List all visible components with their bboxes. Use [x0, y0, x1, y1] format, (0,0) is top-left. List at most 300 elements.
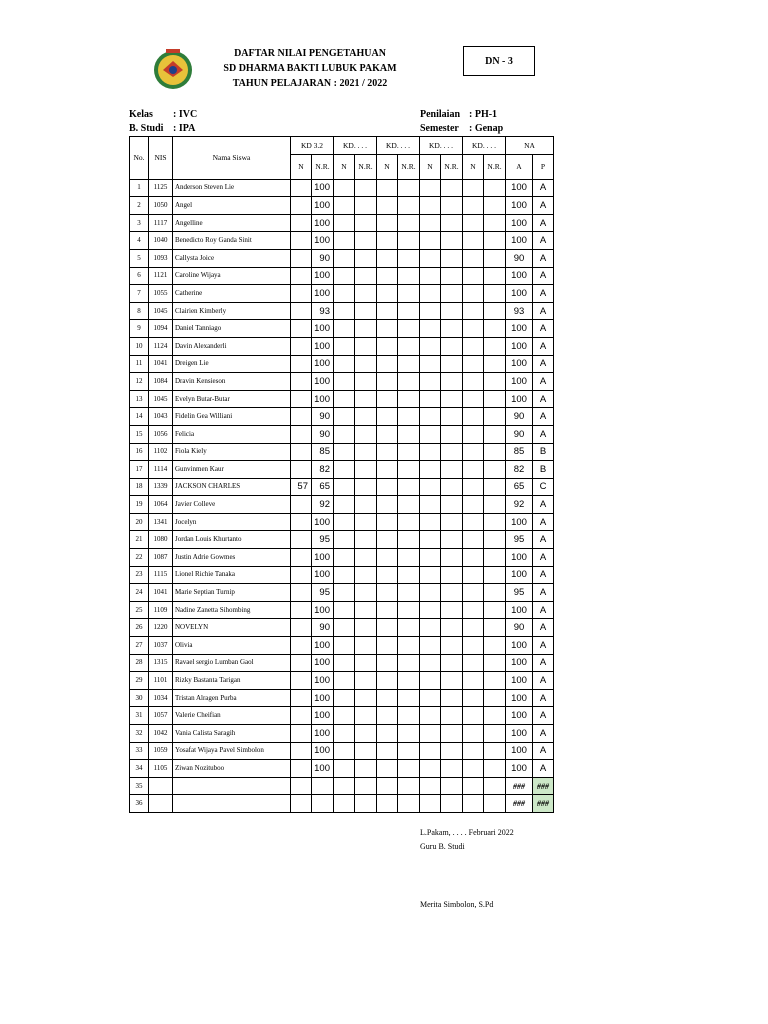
row-kd1-nr: 100: [312, 197, 334, 215]
row-kd1-n: [291, 760, 312, 778]
empty-cell: [377, 601, 398, 619]
row-kd1-nr: 100: [312, 601, 334, 619]
empty-cell: [355, 707, 377, 725]
col-nis-header: NIS: [149, 137, 173, 180]
empty-cell: [398, 795, 420, 813]
row-name: Felicia: [173, 425, 291, 443]
empty-cell: [377, 478, 398, 496]
sub-a-header: A: [506, 154, 533, 179]
row-name: Justin Adrie Gowmes: [173, 549, 291, 567]
empty-cell: [484, 672, 506, 690]
empty-cell: [398, 267, 420, 285]
empty-cell: [420, 707, 441, 725]
row-na-a: 90: [506, 249, 533, 267]
table-row: [130, 443, 554, 461]
empty-cell: [334, 320, 355, 338]
row-kd1-nr: 100: [312, 355, 334, 373]
table-row: [130, 601, 554, 619]
empty-cell: [441, 355, 463, 373]
empty-cell: [377, 232, 398, 250]
empty-cell: [334, 425, 355, 443]
row-no: 27: [130, 637, 149, 655]
empty-cell: [484, 197, 506, 215]
empty-cell: [463, 742, 484, 760]
kelas-label: Kelas: [129, 109, 153, 120]
empty-cell: [441, 408, 463, 426]
row-name: Jordan Louis Khurtanto: [173, 531, 291, 549]
empty-cell: [441, 601, 463, 619]
empty-cell: [484, 425, 506, 443]
empty-cell: [377, 549, 398, 567]
row-name: Marie Septian Turnip: [173, 584, 291, 602]
empty-cell: [484, 320, 506, 338]
empty-cell: [398, 672, 420, 690]
empty-cell: [441, 214, 463, 232]
empty-cell: [377, 320, 398, 338]
empty-cell: [334, 496, 355, 514]
row-na-a: 90: [506, 619, 533, 637]
row-kd1-n: [291, 337, 312, 355]
row-nis: 1117: [149, 214, 173, 232]
row-na-a: 100: [506, 760, 533, 778]
empty-cell: [355, 249, 377, 267]
empty-cell: [398, 197, 420, 215]
empty-cell: [398, 707, 420, 725]
row-no: 32: [130, 725, 149, 743]
row-nis: 1084: [149, 373, 173, 391]
empty-cell: [334, 777, 355, 795]
class-info: [129, 108, 197, 136]
empty-cell: [377, 584, 398, 602]
kd-group-header: KD 3.2: [291, 137, 334, 155]
table-row: [130, 337, 554, 355]
empty-cell: [441, 373, 463, 391]
row-name: Angel: [173, 197, 291, 215]
row-na-p: A: [533, 689, 554, 707]
row-na-p: ###: [533, 777, 554, 795]
grades-table: [129, 136, 554, 813]
row-no: 13: [130, 390, 149, 408]
row-kd1-n: [291, 566, 312, 584]
kd-group-header: KD. . . .: [463, 137, 506, 155]
empty-cell: [484, 637, 506, 655]
empty-cell: [420, 654, 441, 672]
row-name: JACKSON CHARLES: [173, 478, 291, 496]
empty-cell: [420, 760, 441, 778]
row-kd1-nr: 100: [312, 232, 334, 250]
empty-cell: [484, 337, 506, 355]
empty-cell: [463, 302, 484, 320]
row-nis: 1341: [149, 513, 173, 531]
row-no: 26: [130, 619, 149, 637]
empty-cell: [398, 337, 420, 355]
empty-cell: [334, 478, 355, 496]
row-no: 5: [130, 249, 149, 267]
row-na-a: 100: [506, 672, 533, 690]
empty-cell: [484, 408, 506, 426]
empty-cell: [398, 777, 420, 795]
row-kd1-nr: 65: [312, 478, 334, 496]
row-na-p: A: [533, 549, 554, 567]
row-kd1-nr: [312, 795, 334, 813]
row-name: Vania Calista Saragih: [173, 725, 291, 743]
empty-cell: [377, 197, 398, 215]
row-no: 20: [130, 513, 149, 531]
header-row-groups: [130, 137, 554, 155]
empty-cell: [398, 513, 420, 531]
row-kd1-n: [291, 302, 312, 320]
empty-cell: [334, 742, 355, 760]
empty-cell: [484, 601, 506, 619]
empty-cell: [355, 443, 377, 461]
empty-cell: [398, 478, 420, 496]
empty-cell: [484, 390, 506, 408]
row-name: Valerie Cheifian: [173, 707, 291, 725]
empty-cell: [398, 179, 420, 197]
sub-n-header: N: [334, 154, 355, 179]
empty-cell: [377, 179, 398, 197]
document-code-box: [463, 46, 535, 76]
row-na-a: 95: [506, 531, 533, 549]
table-row: [130, 689, 554, 707]
row-kd1-nr: 90: [312, 249, 334, 267]
empty-cell: [484, 513, 506, 531]
empty-cell: [355, 654, 377, 672]
row-na-a: 100: [506, 285, 533, 303]
empty-cell: [355, 531, 377, 549]
row-kd1-nr: 100: [312, 742, 334, 760]
empty-cell: [484, 707, 506, 725]
row-na-a: 100: [506, 390, 533, 408]
row-nis: 1105: [149, 760, 173, 778]
row-nis: 1042: [149, 725, 173, 743]
row-kd1-n: [291, 179, 312, 197]
row-kd1-nr: 92: [312, 496, 334, 514]
empty-cell: [463, 725, 484, 743]
empty-cell: [441, 496, 463, 514]
row-nis: 1057: [149, 707, 173, 725]
row-na-p: C: [533, 478, 554, 496]
row-kd1-nr: 85: [312, 443, 334, 461]
row-name: Fidelin Gea Williani: [173, 408, 291, 426]
row-name: Evelyn Butar-Butar: [173, 390, 291, 408]
empty-cell: [420, 478, 441, 496]
empty-cell: [463, 461, 484, 479]
sub-nr-header: N.R.: [441, 154, 463, 179]
row-na-p: A: [533, 179, 554, 197]
empty-cell: [377, 566, 398, 584]
row-no: 33: [130, 742, 149, 760]
row-nis: 1339: [149, 478, 173, 496]
document-title: [200, 46, 420, 91]
empty-cell: [420, 443, 441, 461]
empty-cell: [420, 390, 441, 408]
empty-cell: [463, 232, 484, 250]
row-no: 34: [130, 760, 149, 778]
row-kd1-nr: 100: [312, 179, 334, 197]
empty-cell: [441, 267, 463, 285]
row-na-p: A: [533, 425, 554, 443]
empty-cell: [441, 461, 463, 479]
empty-cell: [334, 672, 355, 690]
empty-cell: [398, 496, 420, 514]
empty-cell: [420, 461, 441, 479]
row-no: 8: [130, 302, 149, 320]
empty-cell: [420, 672, 441, 690]
row-na-p: A: [533, 302, 554, 320]
empty-cell: [334, 373, 355, 391]
row-name: NOVELYN: [173, 619, 291, 637]
empty-cell: [398, 654, 420, 672]
row-na-p: A: [533, 760, 554, 778]
empty-cell: [334, 637, 355, 655]
row-na-p: A: [533, 197, 554, 215]
empty-cell: [463, 355, 484, 373]
row-kd1-n: [291, 355, 312, 373]
table-row: [130, 249, 554, 267]
row-na-a: 95: [506, 584, 533, 602]
empty-cell: [463, 795, 484, 813]
table-row: [130, 531, 554, 549]
empty-cell: [355, 513, 377, 531]
table-row: [130, 355, 554, 373]
empty-cell: [441, 549, 463, 567]
empty-cell: [484, 725, 506, 743]
row-name: Callysta Joice: [173, 249, 291, 267]
table-row: [130, 513, 554, 531]
empty-cell: [484, 179, 506, 197]
empty-cell: [355, 461, 377, 479]
table-row: [130, 496, 554, 514]
row-kd1-nr: 90: [312, 425, 334, 443]
empty-cell: [334, 390, 355, 408]
row-kd1-nr: 100: [312, 390, 334, 408]
row-nis: 1124: [149, 337, 173, 355]
sub-nr-header: N.R.: [355, 154, 377, 179]
row-na-p: A: [533, 531, 554, 549]
row-name: Nadine Zanetta Sihombing: [173, 601, 291, 619]
empty-cell: [377, 461, 398, 479]
empty-cell: [441, 302, 463, 320]
row-kd1-n: [291, 549, 312, 567]
row-kd1-n: [291, 425, 312, 443]
table-row: [130, 654, 554, 672]
empty-cell: [420, 549, 441, 567]
empty-cell: [463, 689, 484, 707]
empty-cell: [441, 742, 463, 760]
row-na-a: 100: [506, 179, 533, 197]
empty-cell: [484, 742, 506, 760]
empty-cell: [355, 566, 377, 584]
row-kd1-n: [291, 689, 312, 707]
empty-cell: [420, 725, 441, 743]
empty-cell: [484, 689, 506, 707]
empty-cell: [334, 725, 355, 743]
empty-cell: [398, 320, 420, 338]
row-na-a: 90: [506, 408, 533, 426]
empty-cell: [463, 584, 484, 602]
row-nis: 1101: [149, 672, 173, 690]
empty-cell: [420, 302, 441, 320]
empty-cell: [377, 355, 398, 373]
empty-cell: [398, 760, 420, 778]
row-kd1-nr: 100: [312, 549, 334, 567]
empty-cell: [398, 285, 420, 303]
row-name: Anderson Steven Lie: [173, 179, 291, 197]
empty-cell: [355, 760, 377, 778]
row-na-a: 90: [506, 425, 533, 443]
empty-cell: [463, 337, 484, 355]
row-nis: 1055: [149, 285, 173, 303]
empty-cell: [420, 337, 441, 355]
title-line: DAFTAR NILAI PENGETAHUAN: [234, 48, 386, 59]
row-kd1-nr: 100: [312, 513, 334, 531]
sub-nr-header: N.R.: [398, 154, 420, 179]
empty-cell: [398, 443, 420, 461]
row-no: 35: [130, 777, 149, 795]
empty-cell: [377, 249, 398, 267]
empty-cell: [355, 390, 377, 408]
empty-cell: [441, 443, 463, 461]
empty-cell: [398, 601, 420, 619]
empty-cell: [355, 267, 377, 285]
empty-cell: [377, 777, 398, 795]
row-na-a: 100: [506, 549, 533, 567]
row-no: 4: [130, 232, 149, 250]
empty-cell: [463, 179, 484, 197]
row-kd1-n: [291, 777, 312, 795]
empty-cell: [484, 584, 506, 602]
empty-cell: [377, 672, 398, 690]
sub-n-header: N: [377, 154, 398, 179]
empty-cell: [441, 179, 463, 197]
signature-block: [420, 826, 514, 854]
empty-cell: [420, 425, 441, 443]
empty-cell: [398, 531, 420, 549]
row-no: 2: [130, 197, 149, 215]
empty-cell: [334, 408, 355, 426]
row-name: Benedicto Roy Ganda Sinit: [173, 232, 291, 250]
row-no: 7: [130, 285, 149, 303]
empty-cell: [398, 408, 420, 426]
col-no-header: No.: [130, 137, 149, 180]
row-kd1-nr: 100: [312, 654, 334, 672]
empty-cell: [441, 707, 463, 725]
row-na-a: 100: [506, 707, 533, 725]
empty-cell: [420, 777, 441, 795]
empty-cell: [398, 355, 420, 373]
empty-cell: [484, 355, 506, 373]
row-no: 22: [130, 549, 149, 567]
empty-cell: [355, 285, 377, 303]
empty-cell: [463, 707, 484, 725]
row-kd1-nr: 90: [312, 408, 334, 426]
row-kd1-n: [291, 601, 312, 619]
row-na-p: A: [533, 320, 554, 338]
empty-cell: [355, 478, 377, 496]
empty-cell: [334, 355, 355, 373]
row-na-a: 100: [506, 513, 533, 531]
empty-cell: [334, 249, 355, 267]
row-no: 15: [130, 425, 149, 443]
row-nis: 1094: [149, 320, 173, 338]
row-nis: 1045: [149, 302, 173, 320]
empty-cell: [398, 249, 420, 267]
empty-cell: [334, 267, 355, 285]
empty-cell: [398, 742, 420, 760]
row-kd1-n: [291, 232, 312, 250]
row-na-a: 100: [506, 373, 533, 391]
row-no: 18: [130, 478, 149, 496]
row-kd1-n: [291, 584, 312, 602]
empty-cell: [484, 795, 506, 813]
row-no: 24: [130, 584, 149, 602]
row-kd1-nr: 100: [312, 672, 334, 690]
row-nis: 1093: [149, 249, 173, 267]
row-na-a: 100: [506, 337, 533, 355]
bstudi-label: B. Studi: [129, 123, 164, 134]
row-name: Ravael sergio Lumban Gaol: [173, 654, 291, 672]
empty-cell: [377, 214, 398, 232]
empty-cell: [355, 355, 377, 373]
row-na-p: A: [533, 408, 554, 426]
row-kd1-n: [291, 795, 312, 813]
row-na-p: A: [533, 355, 554, 373]
empty-cell: [377, 496, 398, 514]
empty-cell: [355, 637, 377, 655]
row-na-a: 65: [506, 478, 533, 496]
empty-cell: [463, 390, 484, 408]
row-kd1-n: [291, 249, 312, 267]
row-kd1-nr: 100: [312, 725, 334, 743]
row-name: [173, 777, 291, 795]
empty-cell: [463, 513, 484, 531]
empty-cell: [377, 390, 398, 408]
empty-cell: [463, 549, 484, 567]
empty-cell: [334, 214, 355, 232]
empty-cell: [355, 320, 377, 338]
empty-cell: [355, 232, 377, 250]
penilaian-label: Penilaian: [420, 109, 461, 120]
empty-cell: [441, 531, 463, 549]
empty-cell: [420, 619, 441, 637]
row-kd1-nr: 100: [312, 320, 334, 338]
empty-cell: [355, 214, 377, 232]
table-row: [130, 672, 554, 690]
empty-cell: [355, 373, 377, 391]
row-name: Jocelyn: [173, 513, 291, 531]
row-kd1-nr: 95: [312, 531, 334, 549]
teacher-name: Merita Simbolon, S.Pd: [420, 900, 494, 909]
empty-cell: [377, 725, 398, 743]
empty-cell: [398, 214, 420, 232]
empty-cell: [463, 373, 484, 391]
empty-cell: [441, 197, 463, 215]
empty-cell: [377, 267, 398, 285]
empty-cell: [463, 197, 484, 215]
row-kd1-nr: 100: [312, 267, 334, 285]
empty-cell: [377, 637, 398, 655]
row-kd1-nr: 100: [312, 566, 334, 584]
row-na-p: A: [533, 637, 554, 655]
row-kd1-n: [291, 408, 312, 426]
row-no: 25: [130, 601, 149, 619]
row-na-p: A: [533, 267, 554, 285]
empty-cell: [441, 619, 463, 637]
table-row: [130, 478, 554, 496]
row-name: Angelline: [173, 214, 291, 232]
row-nis: 1040: [149, 232, 173, 250]
